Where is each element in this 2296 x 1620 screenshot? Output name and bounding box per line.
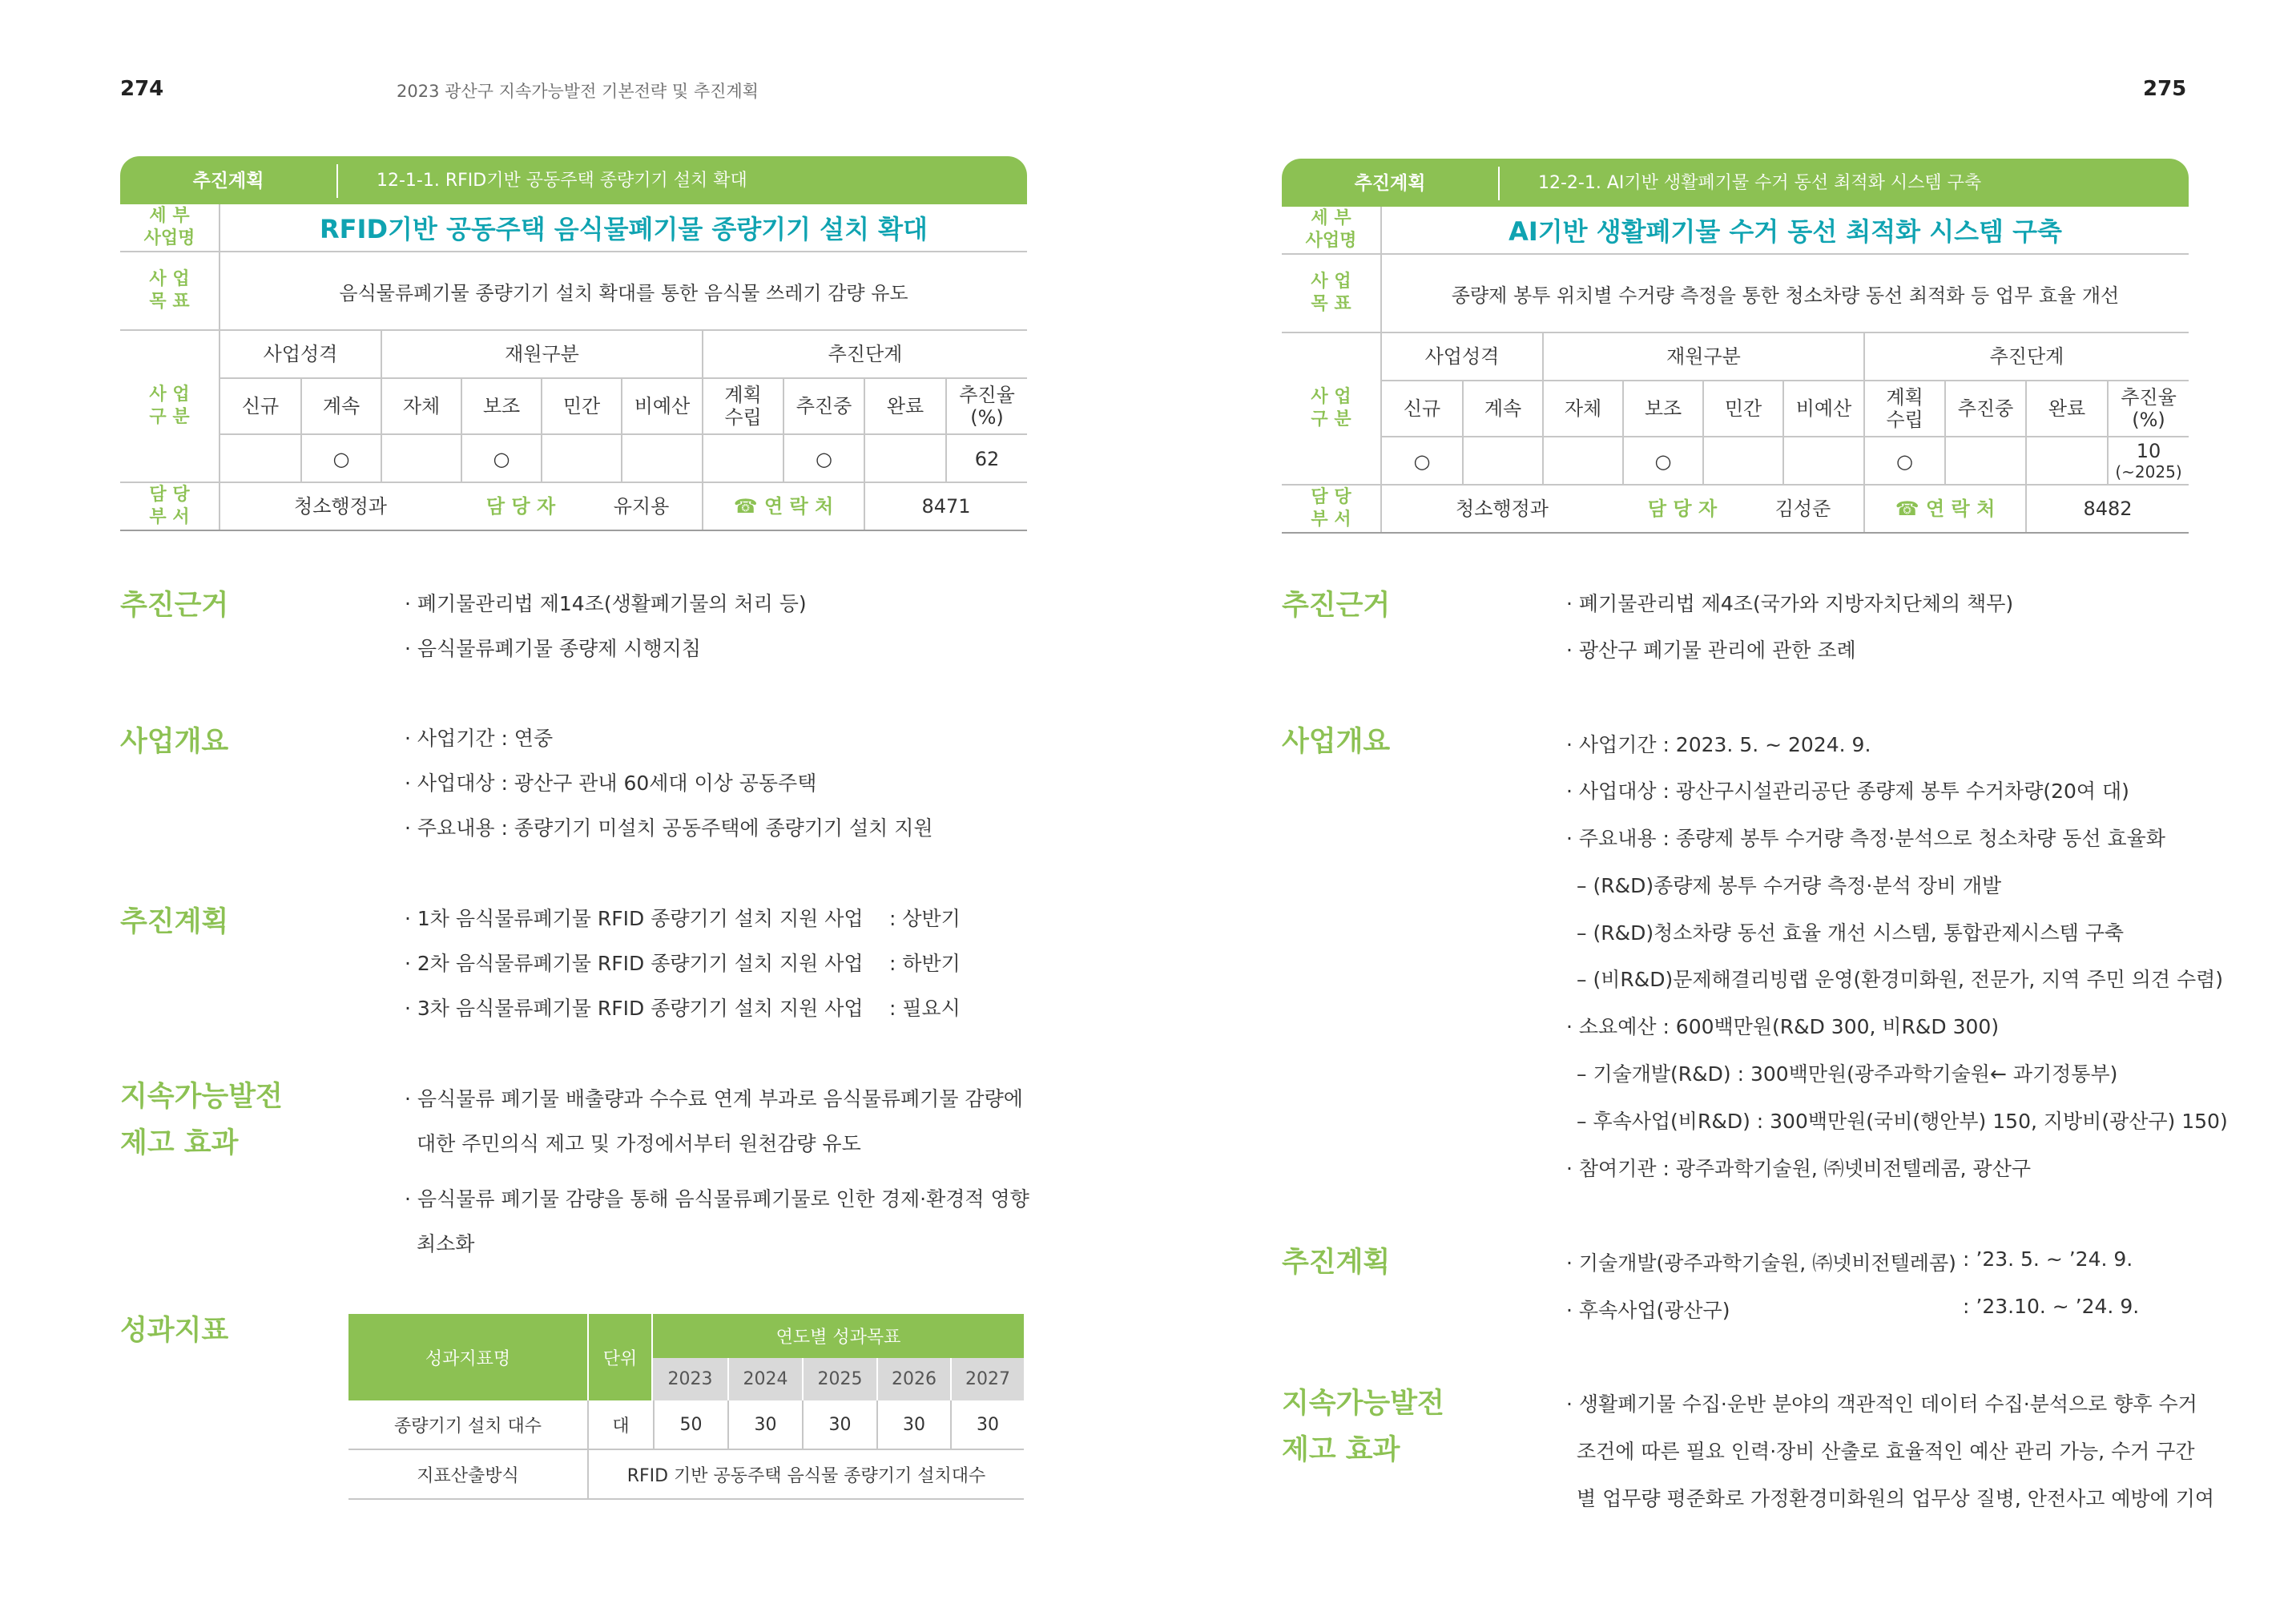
right-project-table <box>1282 159 2189 534</box>
section-effect: 지속가능발전 <box>120 1081 283 1113</box>
contact-value: 8471 <box>864 483 1027 530</box>
person-value: 김성준 <box>1774 498 1831 520</box>
overview-line: – (R&D)종량제 봉투 수거량 측정·분석 장비 개발 <box>1577 874 2002 897</box>
plan-item: · 후속사업(광산구) <box>1566 1299 1730 1322</box>
type-row <box>1282 333 2189 486</box>
overview-line: · 참여기관 : 광주과학기술원, ㈜넷비전텔레콤, 광산구 <box>1566 1157 2031 1180</box>
contact-value: 8482 <box>2025 486 2189 532</box>
page-number-left: 274 <box>120 77 164 101</box>
col-complete: 완료 <box>864 379 945 433</box>
effect-line: 최소화 <box>417 1232 475 1255</box>
plan-code: 12-1-1. RFID기반 공동주택 종량기기 설치 확대 <box>377 171 747 191</box>
col-planning: 계획 수립 <box>702 379 783 433</box>
overview-line: · 사업기간 : 연중 <box>405 727 554 750</box>
effect-line: · 음식물류 폐기물 감량을 통해 음식물류폐기물로 인한 경제·환경적 영향 <box>405 1187 1029 1211</box>
kpi-col-unit: 단위 <box>602 1348 638 1369</box>
section-effect-2: 제고 효과 <box>120 1127 239 1159</box>
overview-line: – (비R&D)문제해결리빙랩 운영(환경미화원, 전문가, 지역 주민 의견 수렴) <box>1577 968 2224 991</box>
mark-subsidy: ○ <box>461 435 541 483</box>
mark-planning: ○ <box>1863 437 1944 486</box>
goal-label: 사 업 목 표 <box>1282 255 1382 332</box>
goal-row <box>120 252 1027 331</box>
plan-item-when: : 상반기 <box>889 907 961 930</box>
department-value: 청소행정과 <box>1456 498 1549 520</box>
stage-header: 추진단계 <box>1863 333 2189 380</box>
effect-line: 대한 주민의식 제고 및 가정에서부터 원천감량 유도 <box>417 1132 861 1155</box>
basis-line: · 음식물류폐기물 종량제 시행지침 <box>405 637 701 660</box>
effect-line: · 생활폐기물 수집·운반 분야의 객관적인 데이터 수집·분석으로 향후 수거 <box>1566 1392 2197 1416</box>
col-non-budget: 비예산 <box>621 379 702 433</box>
plan-item: · 기술개발(광주과학기술원, ㈜넷비전텔레콤) <box>1566 1251 1956 1275</box>
col-non-budget: 비예산 <box>1782 381 1863 436</box>
plan-label: 추진계획 <box>1354 173 1426 194</box>
subproject-label: 세 부 사업명 <box>120 204 220 251</box>
kpi-value: 30 <box>727 1400 802 1449</box>
project-goal: 음식물류폐기물 종량기기 설치 확대를 통한 음식물 쓰레기 감량 유도 <box>339 281 908 304</box>
plan-item: · 3차 음식물류폐기물 RFID 종량기기 설치 지원 사업 <box>405 997 864 1020</box>
col-continuing: 계속 <box>300 379 381 433</box>
department-row <box>120 483 1027 531</box>
kpi-year: 2024 <box>727 1358 802 1400</box>
kpi-method-row <box>348 1450 1024 1500</box>
person-label: 담 당 자 <box>485 495 556 518</box>
plan-header-bar <box>1282 159 2189 207</box>
kpi-method-label: 지표산출방식 <box>417 1465 519 1486</box>
basis-line: · 폐기물관리법 제14조(생활폐기물의 처리 등) <box>405 592 807 615</box>
kpi-value: 30 <box>876 1400 950 1449</box>
plan-label: 추진계획 <box>192 171 264 191</box>
mark-continuing: ○ <box>300 435 381 483</box>
kpi-value: 50 <box>653 1400 727 1449</box>
overview-line: – 기술개발(R&D) : 300백만원(광주과학기술원← 과기정통부) <box>1577 1062 2118 1086</box>
kpi-indicator: 종량기기 설치 대수 <box>393 1416 542 1437</box>
col-progress-rate: 추진율 (%) <box>945 379 1027 433</box>
col-subsidy: 보조 <box>1622 381 1702 436</box>
person-label: 담 당 자 <box>1647 498 1718 520</box>
department-row <box>1282 486 2189 534</box>
overview-line: · 소요예산 : 600백만원(R&D 300, 비R&D 300) <box>1566 1015 2000 1038</box>
department-value: 청소행정과 <box>294 495 387 518</box>
col-in-progress: 추진중 <box>1944 381 2025 436</box>
section-effect: 지속가능발전 <box>1282 1388 1444 1420</box>
basis-line: · 광산구 폐기물 관리에 관한 조례 <box>1566 639 1856 662</box>
subproject-row <box>120 204 1027 252</box>
col-new: 신규 <box>1403 397 1441 420</box>
kpi-method: RFID 기반 공동주택 음식물 종량기기 설치대수 <box>587 1450 1024 1498</box>
basis-line: · 폐기물관리법 제4조(국가와 지방자치단체의 책무) <box>1566 592 2014 615</box>
col-planning: 계획 수립 <box>1863 381 1944 436</box>
kpi-table <box>348 1314 1024 1500</box>
effect-line: · 음식물류 폐기물 배출량과 수수료 연계 부과로 음식물류폐기물 감량에 <box>405 1087 1023 1110</box>
col-private: 민간 <box>541 379 621 433</box>
overview-line: · 주요내용 : 종량제 봉투 수거량 측정·분석으로 청소차량 동선 효율화 <box>1566 827 2165 850</box>
col-progress-rate: 추진율 (%) <box>2107 381 2189 436</box>
section-plan: 추진계획 <box>120 906 229 938</box>
overview-line: · 주요내용 : 종량기기 미설치 공동주택에 종량기기 설치 지원 <box>405 816 933 840</box>
project-title: RFID기반 공동주택 음식물폐기물 종량기기 설치 확대 <box>320 214 928 244</box>
left-project-table <box>120 156 1027 531</box>
contact-label: ☎ 연 락 처 <box>1863 486 2025 532</box>
section-overview: 사업개요 <box>1282 726 1391 758</box>
kpi-unit: 대 <box>587 1400 653 1449</box>
type-label: 사 업 구 분 <box>120 331 220 482</box>
section-overview: 사업개요 <box>120 726 229 758</box>
kpi-header <box>348 1314 1024 1400</box>
effect-line: 조건에 따른 필요 인력·장비 산출로 효율적인 예산 관리 가능, 수거 구간 <box>1577 1440 2195 1463</box>
mark-in-progress: ○ <box>783 435 864 483</box>
kpi-row <box>348 1400 1024 1450</box>
plan-item-when: : 하반기 <box>889 952 961 975</box>
kpi-col-name: 성과지표명 <box>425 1348 511 1369</box>
person-value: 유지용 <box>613 495 670 518</box>
department-label: 담 당 부 서 <box>1282 486 1382 532</box>
type-row <box>120 331 1027 483</box>
col-own: 자체 <box>1542 381 1622 436</box>
effect-line: 별 업무량 평준화로 가정환경미화원의 업무상 질병, 안전사고 예방에 기여 <box>1577 1487 2215 1510</box>
funding-header: 재원구분 <box>1542 333 1863 380</box>
kpi-year: 2026 <box>876 1358 950 1400</box>
plan-item-when: : ’23. 5. ~ ’24. 9. <box>1963 1247 2133 1271</box>
goal-row <box>1282 255 2189 333</box>
col-in-progress: 추진중 <box>783 379 864 433</box>
subproject-row <box>1282 207 2189 255</box>
section-kpi: 성과지표 <box>120 1315 229 1347</box>
overview-line: · 사업기간 : 2023. 5. ~ 2024. 9. <box>1566 733 1871 756</box>
stage-header: 추진단계 <box>702 331 1027 377</box>
mark-subsidy: ○ <box>1622 437 1702 486</box>
kpi-col-targets: 연도별 성과목표 <box>775 1328 901 1348</box>
col-subsidy: 보조 <box>461 379 541 433</box>
project-title: AI기반 생활폐기물 수거 동선 최적화 시스템 구축 <box>1509 216 2062 247</box>
kpi-value: 30 <box>802 1400 876 1449</box>
business-nature-header: 사업성격 <box>1424 345 1500 368</box>
col-private: 민간 <box>1702 381 1782 436</box>
col-own: 자체 <box>381 379 461 433</box>
plan-code: 12-2-1. AI기반 생활폐기물 수거 동선 최적화 시스템 구축 <box>1538 173 1982 193</box>
department-label: 담 당 부 서 <box>120 483 220 530</box>
kpi-year: 2023 <box>667 1369 713 1389</box>
overview-line: – (R&D)청소차량 동선 효율 개선 시스템, 통합관제시스템 구축 <box>1577 921 2124 945</box>
overview-line: · 사업대상 : 광산구 관내 60세대 이상 공동주택 <box>405 772 817 795</box>
kpi-value: 30 <box>950 1400 1024 1449</box>
overview-line: · 사업대상 : 광산구시설관리공단 종량제 봉투 수거차량(20여 대) <box>1566 780 2129 803</box>
type-label: 사 업 구 분 <box>1282 333 1382 484</box>
col-complete: 완료 <box>2025 381 2107 436</box>
overview-line: – 후속사업(비R&D) : 300백만원(국비(행안부) 150, 지방비(광산구) 150) <box>1577 1110 2228 1133</box>
plan-item-when: : ’23.10. ~ ’24. 9. <box>1963 1295 2140 1318</box>
progress-rate-note: (~2025) <box>2115 462 2182 482</box>
section-plan: 추진계획 <box>1282 1247 1391 1279</box>
col-continuing: 계속 <box>1462 381 1542 436</box>
section-basis: 추진근거 <box>120 590 229 622</box>
progress-rate-cell <box>2107 437 2189 486</box>
contact-label: ☎ 연 락 처 <box>702 483 864 530</box>
goal-label: 사 업 목 표 <box>120 252 220 329</box>
section-effect-2: 제고 효과 <box>1282 1434 1400 1466</box>
col-new: 신규 <box>241 395 280 417</box>
subproject-label: 세 부 사업명 <box>1282 207 1382 253</box>
section-basis: 추진근거 <box>1282 590 1391 622</box>
running-title: 2023 광산구 지속가능발전 기본전략 및 추진계획 <box>397 82 759 101</box>
plan-item: · 1차 음식물류폐기물 RFID 종량기기 설치 지원 사업 <box>405 907 864 930</box>
progress-rate-value: 62 <box>945 435 1027 483</box>
progress-rate-value: 10 <box>2136 440 2161 462</box>
plan-header-bar <box>120 156 1027 204</box>
plan-item-when: : 필요시 <box>889 997 961 1020</box>
plan-item: · 2차 음식물류폐기물 RFID 종량기기 설치 지원 사업 <box>405 952 864 975</box>
kpi-year: 2025 <box>802 1358 876 1400</box>
business-nature-header: 사업성격 <box>263 343 338 365</box>
page-number-right: 275 <box>2143 77 2187 101</box>
kpi-year: 2027 <box>950 1358 1024 1400</box>
funding-header: 재원구분 <box>381 331 702 377</box>
mark-new: ○ <box>1413 450 1431 473</box>
project-goal: 종량제 봉투 위치별 수거량 측정을 통한 청소차량 동선 최적화 등 업무 효율 개선 <box>1451 284 2120 307</box>
